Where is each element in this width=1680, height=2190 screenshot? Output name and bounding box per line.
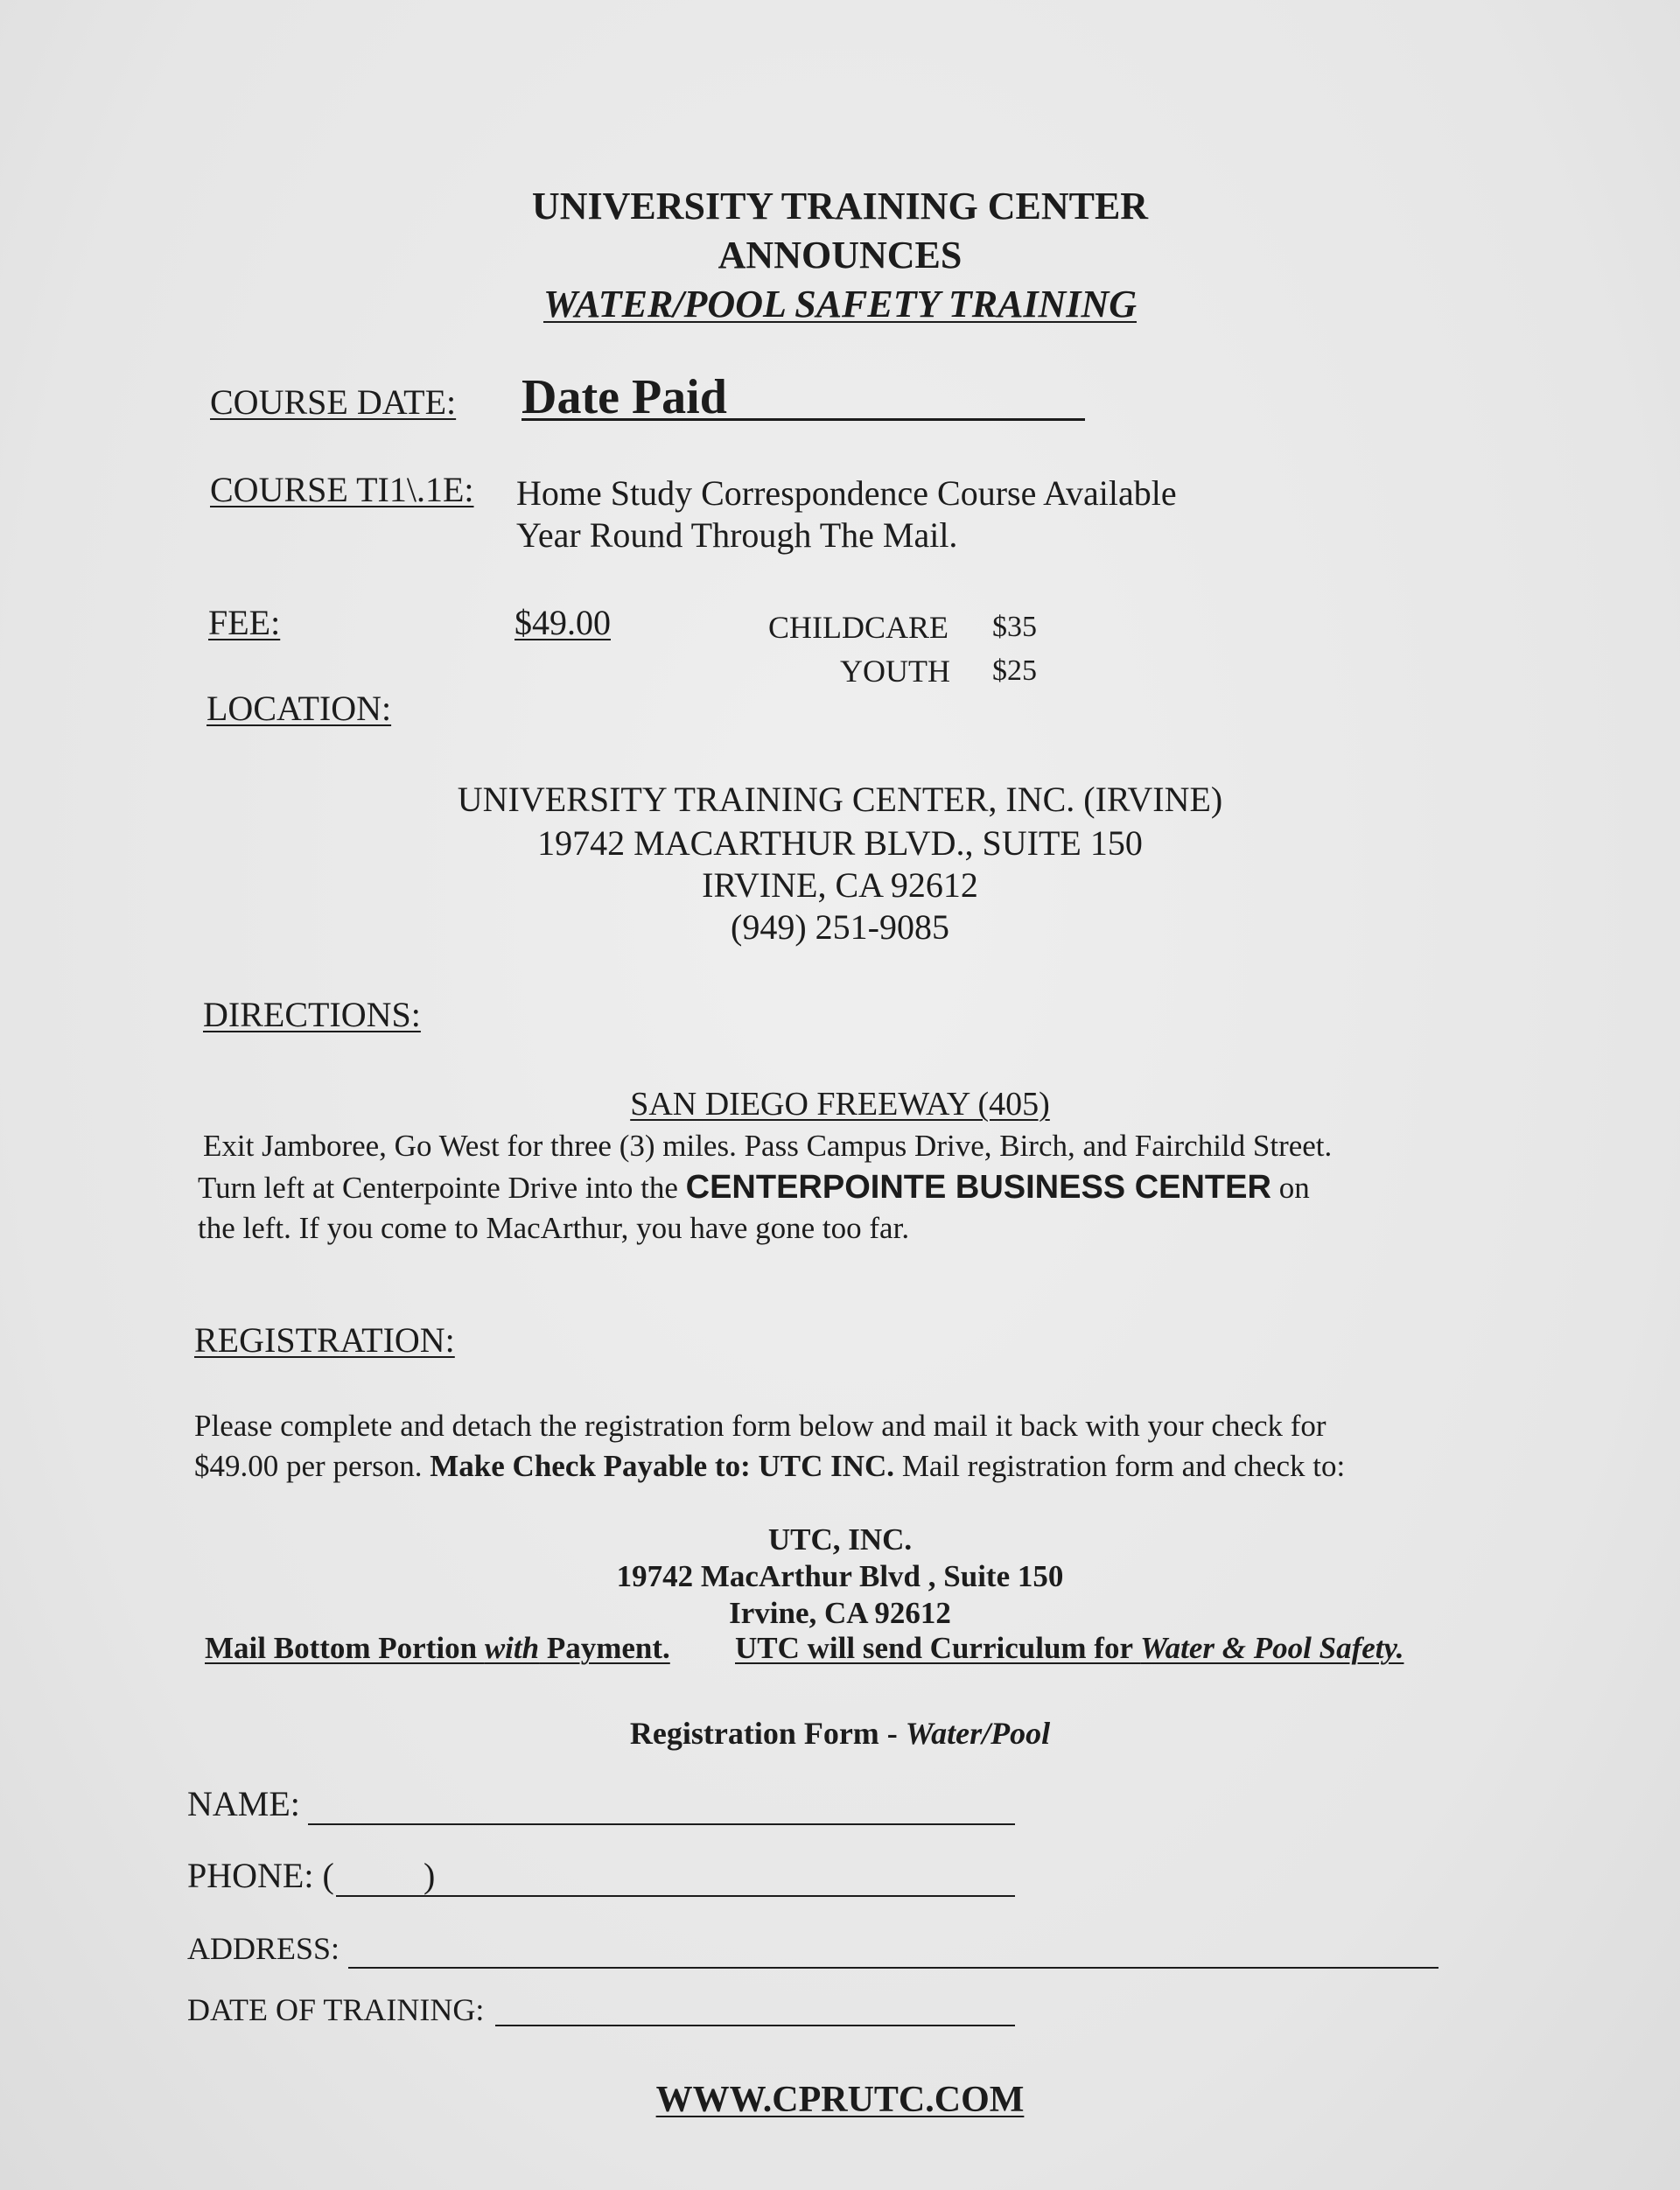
business-center-name: CENTERPOINTE BUSINESS CENTER: [685, 1169, 1271, 1206]
check-payable: Make Check Payable to: UTC INC.: [430, 1449, 895, 1483]
form-title-topic: Water/Pool: [905, 1716, 1051, 1751]
youth-label: YOUTH: [840, 654, 950, 689]
header-org: UNIVERSITY TRAINING CENTER: [531, 185, 1149, 227]
mail-addr-line2: 19742 MacArthur Blvd , Suite 150: [616, 1559, 1064, 1593]
course-date-value: Date Paid: [522, 370, 727, 424]
location-label: LOCATION:: [206, 689, 392, 728]
directions-line2-start: Turn left at Centerpointe Drive into the: [198, 1171, 686, 1205]
registration-line2-start: $49.00 per person.: [194, 1449, 430, 1483]
date-of-training-field[interactable]: [495, 2025, 1015, 2026]
course-date-line: [522, 418, 1085, 421]
mail-addr-line1: UTC, INC.: [767, 1522, 913, 1557]
phone-label: PHONE: (: [187, 1856, 334, 1895]
mail-bottom-portion: [205, 1631, 670, 1666]
course-date-label: COURSE DATE:: [210, 382, 457, 422]
location-phone: (949) 251-9085: [731, 907, 949, 947]
directions-label: DIRECTIONS:: [203, 995, 421, 1034]
course-time-label: COURSE TI1\.1E:: [210, 470, 474, 509]
youth-value: $25: [992, 654, 1037, 687]
fee-label: FEE:: [208, 603, 281, 642]
name-label: NAME:: [187, 1784, 300, 1823]
address-label: ADDRESS:: [187, 1931, 340, 1966]
mail-bottom-end: Payment.: [539, 1631, 670, 1665]
curriculum-note-start: UTC will send Curriculum for: [735, 1631, 1141, 1665]
date-of-training-label: DATE OF TRAINING:: [187, 1992, 485, 2027]
mail-bottom-start: Mail Bottom Portion: [205, 1631, 485, 1665]
directions-line3: the left. If you come to MacArthur, you have gone too far.: [198, 1211, 910, 1245]
address-field[interactable]: [348, 1967, 1438, 1969]
form-title: [0, 1715, 1680, 1752]
registration-line1: Please complete and detach the registration form below and mail it back with your check for: [194, 1409, 1326, 1443]
fee-value: $49.00: [514, 603, 611, 642]
childcare-value: $35: [992, 611, 1037, 643]
location-line2: 19742 MACARTHUR BLVD., SUITE 150: [537, 823, 1143, 863]
header-course-title: WATER/POOL SAFETY TRAINING: [542, 283, 1138, 325]
childcare-label: CHILDCARE: [768, 610, 948, 645]
directions-line2: [198, 1169, 1310, 1207]
registration-line2-end: Mail registration form and check to:: [894, 1449, 1346, 1483]
mail-addr-line3: Irvine, CA 92612: [729, 1596, 951, 1630]
phone-field[interactable]: [336, 1895, 1015, 1897]
header-announces: ANNOUNCES: [718, 234, 962, 276]
registration-label: REGISTRATION:: [194, 1320, 455, 1360]
form-title-main: Registration Form -: [629, 1716, 906, 1751]
mail-bottom-with: with: [484, 1631, 540, 1665]
directions-freeway: SAN DIEGO FREEWAY (405): [630, 1086, 1050, 1123]
course-time-line1: Home Study Correspondence Course Available: [516, 473, 1177, 513]
course-time-line2: Year Round Through The Mail.: [516, 515, 958, 555]
location-line1: UNIVERSITY TRAINING CENTER, INC. (IRVINE): [457, 780, 1223, 819]
location-line3: IRVINE, CA 92612: [702, 865, 978, 905]
phone-paren-close: ): [424, 1856, 436, 1895]
registration-line2: [194, 1449, 1345, 1484]
directions-line1: Exit Jamboree, Go West for three (3) miles. Pass Campus Drive, Birch, and Fairchild Street.: [203, 1129, 1333, 1163]
name-field[interactable]: [308, 1823, 1015, 1825]
directions-line2-end: on: [1270, 1171, 1310, 1205]
curriculum-note-topic: Water & Pool Safety.: [1140, 1631, 1404, 1665]
website-link[interactable]: WWW.CPRUTC.COM: [655, 2080, 1025, 2120]
curriculum-note: [735, 1631, 1404, 1666]
